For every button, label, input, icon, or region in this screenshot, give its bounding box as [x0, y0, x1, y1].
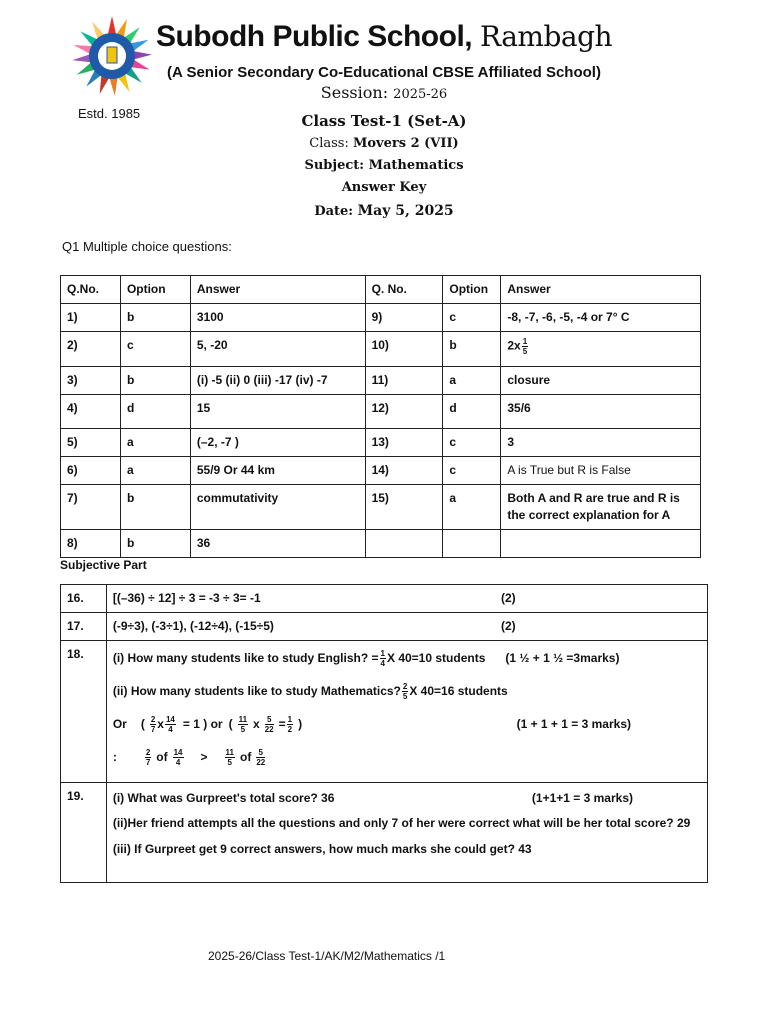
fraction [145, 748, 151, 767]
answer-text: (-9÷3), (-3÷1), (-12÷4), (-15÷5) [112, 619, 274, 633]
answer-text: x [253, 717, 260, 731]
affiliation: (A Senior Secondary Co-Educational CBSE Affiliated School) [167, 64, 601, 81]
cell: 6) [61, 457, 121, 485]
answer-text: of [156, 750, 168, 764]
denominator: 22 [256, 758, 266, 767]
cell: 4) [61, 395, 121, 429]
q19-line-1 [113, 790, 701, 807]
answer-text: : [112, 750, 117, 764]
q18-line-2 [113, 682, 701, 701]
cell: 36 [190, 530, 365, 558]
denominator: 7 [145, 758, 151, 767]
cell: a [443, 485, 501, 530]
cell: 55/9 Or 44 km [190, 457, 365, 485]
cell: d [120, 395, 190, 429]
numerator: 1 [522, 337, 528, 346]
cell: 5, -20 [190, 332, 365, 367]
cell: 10) [365, 332, 443, 367]
cell: 1) [61, 304, 121, 332]
answer-cell [106, 641, 707, 783]
numerator: 14 [165, 715, 175, 724]
denominator: 5 [240, 725, 246, 734]
fraction [265, 715, 274, 734]
mcq-table [60, 275, 701, 558]
fraction [165, 715, 176, 734]
class-label: Class: [309, 136, 349, 151]
cell: closure [501, 367, 701, 395]
answer-text: X 40=10 students [386, 651, 486, 665]
cell: commutativity [190, 485, 365, 530]
numerator: 2 [150, 715, 156, 724]
cell: 15 [190, 395, 365, 429]
subject: Subject: Mathematics [304, 158, 464, 173]
cell: 3 [501, 429, 701, 457]
answer-text: [(–36) ÷ 12] ÷ 3 = -3 ÷ 3= -1 [112, 591, 261, 605]
table-row [61, 304, 701, 332]
cell: b [120, 304, 190, 332]
cell: (i) -5 (ii) 0 (iii) -17 (iv) -7 [190, 367, 365, 395]
table-row [61, 332, 701, 367]
denominator: 5 [227, 758, 232, 767]
answer-text: ( [140, 717, 145, 731]
marks: (1 + 1 + 1 = 3 marks) [516, 717, 631, 731]
numerator: 1 [380, 649, 385, 658]
column-header: Q. No. [365, 276, 443, 304]
answer-prefix: 2x [507, 338, 521, 353]
class-line [0, 136, 768, 151]
answer-text: ( [228, 717, 233, 731]
cell [365, 530, 443, 558]
table-row [61, 585, 708, 613]
question-number: 18. [61, 641, 107, 783]
marks: (2) [501, 619, 516, 633]
cell: 15) [365, 485, 443, 530]
answer-text: = [278, 717, 286, 731]
fraction [225, 748, 235, 767]
marks: (1 ½ + 1 ½ =3marks) [505, 651, 620, 665]
table-row [61, 783, 708, 883]
answer-text: = 1 ) or [182, 717, 223, 731]
fraction [287, 715, 293, 734]
cell: a [120, 429, 190, 457]
table-row [61, 641, 708, 783]
fraction [173, 748, 184, 767]
answer-text: X 40=16 students [409, 684, 508, 698]
cell: a [120, 457, 190, 485]
date-line [0, 203, 768, 219]
table-row [61, 485, 701, 530]
fraction [402, 682, 408, 701]
fraction [256, 748, 265, 767]
answer-text: (ii) How many students like to study Mathematics? [112, 684, 401, 698]
cell: 12) [365, 395, 443, 429]
date-value: May 5, 2025 [357, 203, 454, 219]
marks: (2) [501, 591, 516, 605]
test-name: Class Test-1 (Set-A) [301, 112, 467, 130]
cell: 3) [61, 367, 121, 395]
denominator: 22 [264, 725, 274, 734]
numerator: 5 [265, 715, 274, 725]
cell: b [120, 485, 190, 530]
answer-cell [106, 585, 707, 613]
session-label: Session: [320, 83, 389, 102]
session-value: 2025-26 [393, 87, 448, 102]
cell: 35/6 [501, 395, 701, 429]
answer-text: (i) What was Gurpreet's total score? 36 [112, 791, 335, 805]
table-row [61, 395, 701, 429]
column-header: Option [120, 276, 190, 304]
cell: -8, -7, -6, -5, -4 or 7° C [501, 304, 701, 332]
denominator: 4 [175, 758, 181, 767]
numerator: 2 [402, 682, 408, 691]
cell [501, 530, 701, 558]
answer-cell [106, 783, 707, 883]
table-row [61, 613, 708, 641]
table-row [61, 530, 701, 558]
answer-text: of [240, 750, 252, 764]
numerator: 2 [145, 748, 151, 757]
fraction [238, 715, 248, 734]
page-footer: 2025-26/Class Test-1/AK/M2/Mathematics /1 [208, 949, 446, 963]
cell: c [443, 304, 501, 332]
numerator: 1 [287, 715, 293, 724]
table-row [61, 457, 701, 485]
cell: c [443, 457, 501, 485]
column-header: Q.No. [61, 276, 121, 304]
cell: 5) [61, 429, 121, 457]
denominator: 5 [402, 692, 408, 701]
session [0, 83, 768, 102]
cell: 7) [61, 485, 121, 530]
answer-text: Or [112, 717, 127, 731]
cell: A is True but R is False [501, 457, 701, 485]
cell: c [443, 429, 501, 457]
table-row [61, 367, 701, 395]
cell: a [443, 367, 501, 395]
established-year: Estd. 1985 [78, 106, 141, 121]
answer-text: x [157, 717, 164, 731]
cell: d [443, 395, 501, 429]
answer-text: ) [298, 717, 303, 731]
cell: 13) [365, 429, 443, 457]
q18-line-3 [113, 715, 701, 734]
cell: b [120, 367, 190, 395]
mcq-heading: Q1 Multiple choice questions: [62, 239, 232, 254]
school-place: Rambagh [479, 20, 613, 53]
cell: b [443, 332, 501, 367]
class-value: Movers 2 (VII) [353, 136, 459, 151]
numerator: 11 [238, 715, 248, 724]
fraction [150, 715, 156, 734]
q19-line-3: (iii) If Gurpreet get 9 correct answers, how much marks she could get? 43 [112, 842, 532, 856]
numerator: 11 [225, 748, 234, 757]
denominator: 7 [150, 725, 156, 734]
cell [443, 530, 501, 558]
cell: 11) [365, 367, 443, 395]
cell: 8) [61, 530, 121, 558]
denominator: 4 [380, 659, 385, 668]
cell: 2) [61, 332, 121, 367]
cell: c [120, 332, 190, 367]
numerator: 14 [173, 748, 183, 757]
denominator: 2 [287, 725, 293, 734]
fraction [380, 649, 386, 668]
cell [501, 332, 701, 367]
column-header: Option [443, 276, 501, 304]
question-number: 17. [61, 613, 107, 641]
denominator: 4 [168, 725, 173, 734]
answer-cell [106, 613, 707, 641]
answer-text: > [200, 750, 208, 764]
table-row [61, 429, 701, 457]
cell: 14) [365, 457, 443, 485]
question-number: 16. [61, 585, 107, 613]
column-header: Answer [190, 276, 365, 304]
denominator: 5 [522, 347, 528, 356]
date-label: Date: [314, 204, 354, 219]
school-name-text: Subodh Public School, [155, 20, 473, 53]
q18-line-4 [113, 748, 701, 767]
cell: Both A and R are true and R is the correct explanation for A [501, 485, 701, 530]
numerator: 5 [256, 748, 265, 758]
subjective-heading: Subjective Part [60, 558, 147, 572]
school-name [0, 20, 768, 54]
column-header: Answer [501, 276, 701, 304]
cell: 3100 [190, 304, 365, 332]
subjective-table [60, 584, 708, 883]
question-number: 19. [61, 783, 107, 883]
cell: (–2, -7 ) [190, 429, 365, 457]
q18-line-1 [113, 649, 701, 668]
marks: (1+1+1 = 3 marks) [531, 791, 633, 805]
table-header-row [61, 276, 701, 304]
q19-line-2: (ii)Her friend attempts all the questions and only 7 of her were correct what will be her total score? 29 [112, 816, 691, 830]
cell: 9) [365, 304, 443, 332]
answer-text: (i) How many students like to study English? = [112, 651, 379, 665]
answer-key-title: Answer Key [341, 180, 427, 195]
fraction [522, 337, 528, 356]
cell: b [120, 530, 190, 558]
